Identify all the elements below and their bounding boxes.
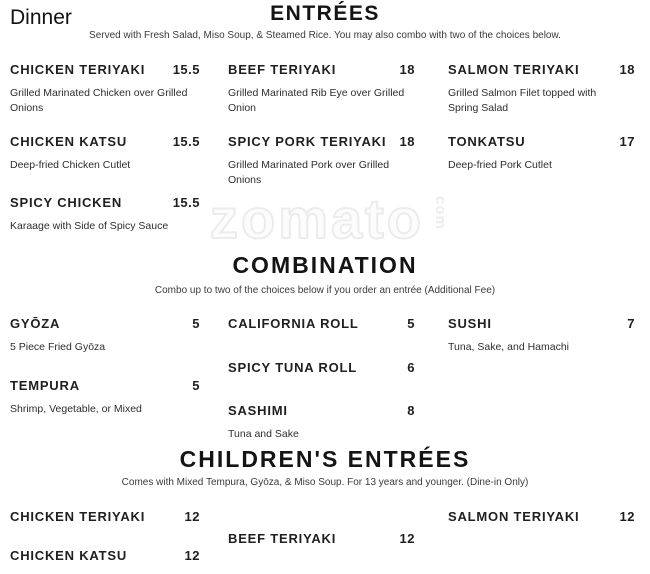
item-price: 15.5 — [172, 195, 200, 210]
item-name: SPICY CHICKEN — [10, 195, 123, 210]
item-description: Deep-fried Pork Cutlet — [448, 159, 552, 171]
item-name: BEEF TERIYAKI — [228, 531, 337, 546]
item-description: Tuna and Sake — [228, 428, 299, 440]
item-row — [10, 194, 200, 211]
menu-item-child-chicken-katsu — [10, 547, 200, 564]
item-description: Grilled Salmon Filet topped with Spring Salad — [448, 87, 597, 114]
section-subtitle-childrens-entrees: Comes with Mixed Tempura, Gyōza, & Miso Soup. For 13 years and younger. (Dine-in Only) — [121, 477, 529, 488]
item-description: Tuna, Sake, and Hamachi — [448, 341, 570, 353]
section-title-combination: COMBINATION — [232, 252, 418, 278]
zomato-watermark-suffix: com — [432, 196, 449, 230]
item-price: 18 — [399, 134, 415, 149]
item-description: Shrimp, Vegetable, or Mixed — [10, 403, 142, 415]
item-row — [448, 61, 635, 78]
item-price: 7 — [627, 316, 635, 331]
item-row — [10, 547, 200, 564]
menu-item-sushi — [448, 315, 635, 355]
item-row — [10, 61, 200, 78]
item-name: SUSHI — [448, 316, 492, 331]
section-title-childrens-entrees: CHILDREN'S ENTRÉES — [179, 446, 471, 472]
page-title: Dinner — [10, 6, 72, 29]
item-row — [228, 315, 415, 332]
item-price: 5 — [192, 316, 200, 331]
item-description: 5 Piece Fried Gyōza — [10, 341, 106, 353]
item-name: BEEF TERIYAKI — [228, 62, 337, 77]
item-price: 15.5 — [172, 62, 200, 77]
item-name: TONKATSU — [448, 134, 526, 149]
menu-item-spicy-pork-teriyaki — [228, 133, 415, 188]
menu-item-tempura — [10, 377, 200, 417]
item-price: 15.5 — [172, 134, 200, 149]
item-row — [10, 377, 200, 394]
menu-item-child-beef-teriyaki — [228, 530, 415, 547]
item-price: 17 — [619, 134, 635, 149]
item-price: 12 — [184, 548, 200, 563]
item-name: GYŌZA — [10, 316, 61, 331]
item-name: SALMON TERIYAKI — [448, 62, 580, 77]
item-price: 18 — [619, 62, 635, 77]
item-price: 8 — [407, 403, 415, 418]
item-description: Grilled Marinated Rib Eye over Grilled Onion — [228, 87, 405, 114]
item-description: Grilled Marinated Chicken over Grilled Onions — [10, 87, 188, 114]
menu-item-beef-teriyaki — [228, 61, 415, 116]
menu-item-child-salmon-teriyaki — [448, 508, 635, 525]
zomato-watermark: zomato — [210, 187, 424, 250]
item-name: CHICKEN TERIYAKI — [10, 62, 146, 77]
item-row — [448, 133, 635, 150]
section-title-entrees: ENTRÉES — [270, 2, 380, 25]
item-row — [228, 133, 415, 150]
section-subtitle-combination: Combo up to two of the choices below if you order an entrée (Additional Fee) — [154, 285, 496, 296]
item-price: 5 — [192, 378, 200, 393]
item-row — [228, 359, 415, 376]
item-price: 5 — [407, 316, 415, 331]
menu-item-chicken-teriyaki — [10, 61, 200, 116]
item-price: 6 — [407, 360, 415, 375]
item-price: 12 — [399, 531, 415, 546]
item-description: Grilled Marinated Pork over Grilled Onions — [228, 159, 390, 186]
menu-item-gyoza — [10, 315, 200, 355]
item-row — [228, 530, 415, 547]
menu-item-california-roll — [228, 315, 415, 332]
item-name: SASHIMI — [228, 403, 288, 418]
menu-item-spicy-tuna-roll — [228, 359, 415, 376]
item-row — [448, 508, 635, 525]
item-row — [448, 315, 635, 332]
item-row — [10, 508, 200, 525]
item-name: SPICY TUNA ROLL — [228, 360, 358, 375]
section-subtitle-entrees: Served with Fresh Salad, Miso Soup, & Steamed Rice. You may also combo with two of the choices below. — [89, 30, 561, 41]
item-name: SPICY PORK TERIYAKI — [228, 134, 387, 149]
menu-item-chicken-katsu — [10, 133, 200, 173]
menu-item-child-chicken-teriyaki — [10, 508, 200, 525]
item-row — [228, 402, 415, 419]
item-price: 18 — [399, 62, 415, 77]
item-row — [10, 315, 200, 332]
item-name: CHICKEN KATSU — [10, 548, 128, 563]
item-name: CALIFORNIA ROLL — [228, 316, 359, 331]
item-description: Karaage with Side of Spicy Sauce — [10, 220, 169, 232]
menu-item-spicy-chicken — [10, 194, 200, 234]
item-price: 12 — [184, 509, 200, 524]
item-description: Deep-fried Chicken Cutlet — [10, 159, 131, 171]
menu-item-tonkatsu — [448, 133, 635, 173]
item-row — [10, 133, 200, 150]
item-name: CHICKEN KATSU — [10, 134, 128, 149]
menu-item-salmon-teriyaki — [448, 61, 635, 116]
menu-item-sashimi — [228, 402, 415, 442]
item-name: SALMON TERIYAKI — [448, 509, 580, 524]
item-row — [228, 61, 415, 78]
item-name: CHICKEN TERIYAKI — [10, 509, 146, 524]
item-price: 12 — [619, 509, 635, 524]
item-name: TEMPURA — [10, 378, 80, 393]
